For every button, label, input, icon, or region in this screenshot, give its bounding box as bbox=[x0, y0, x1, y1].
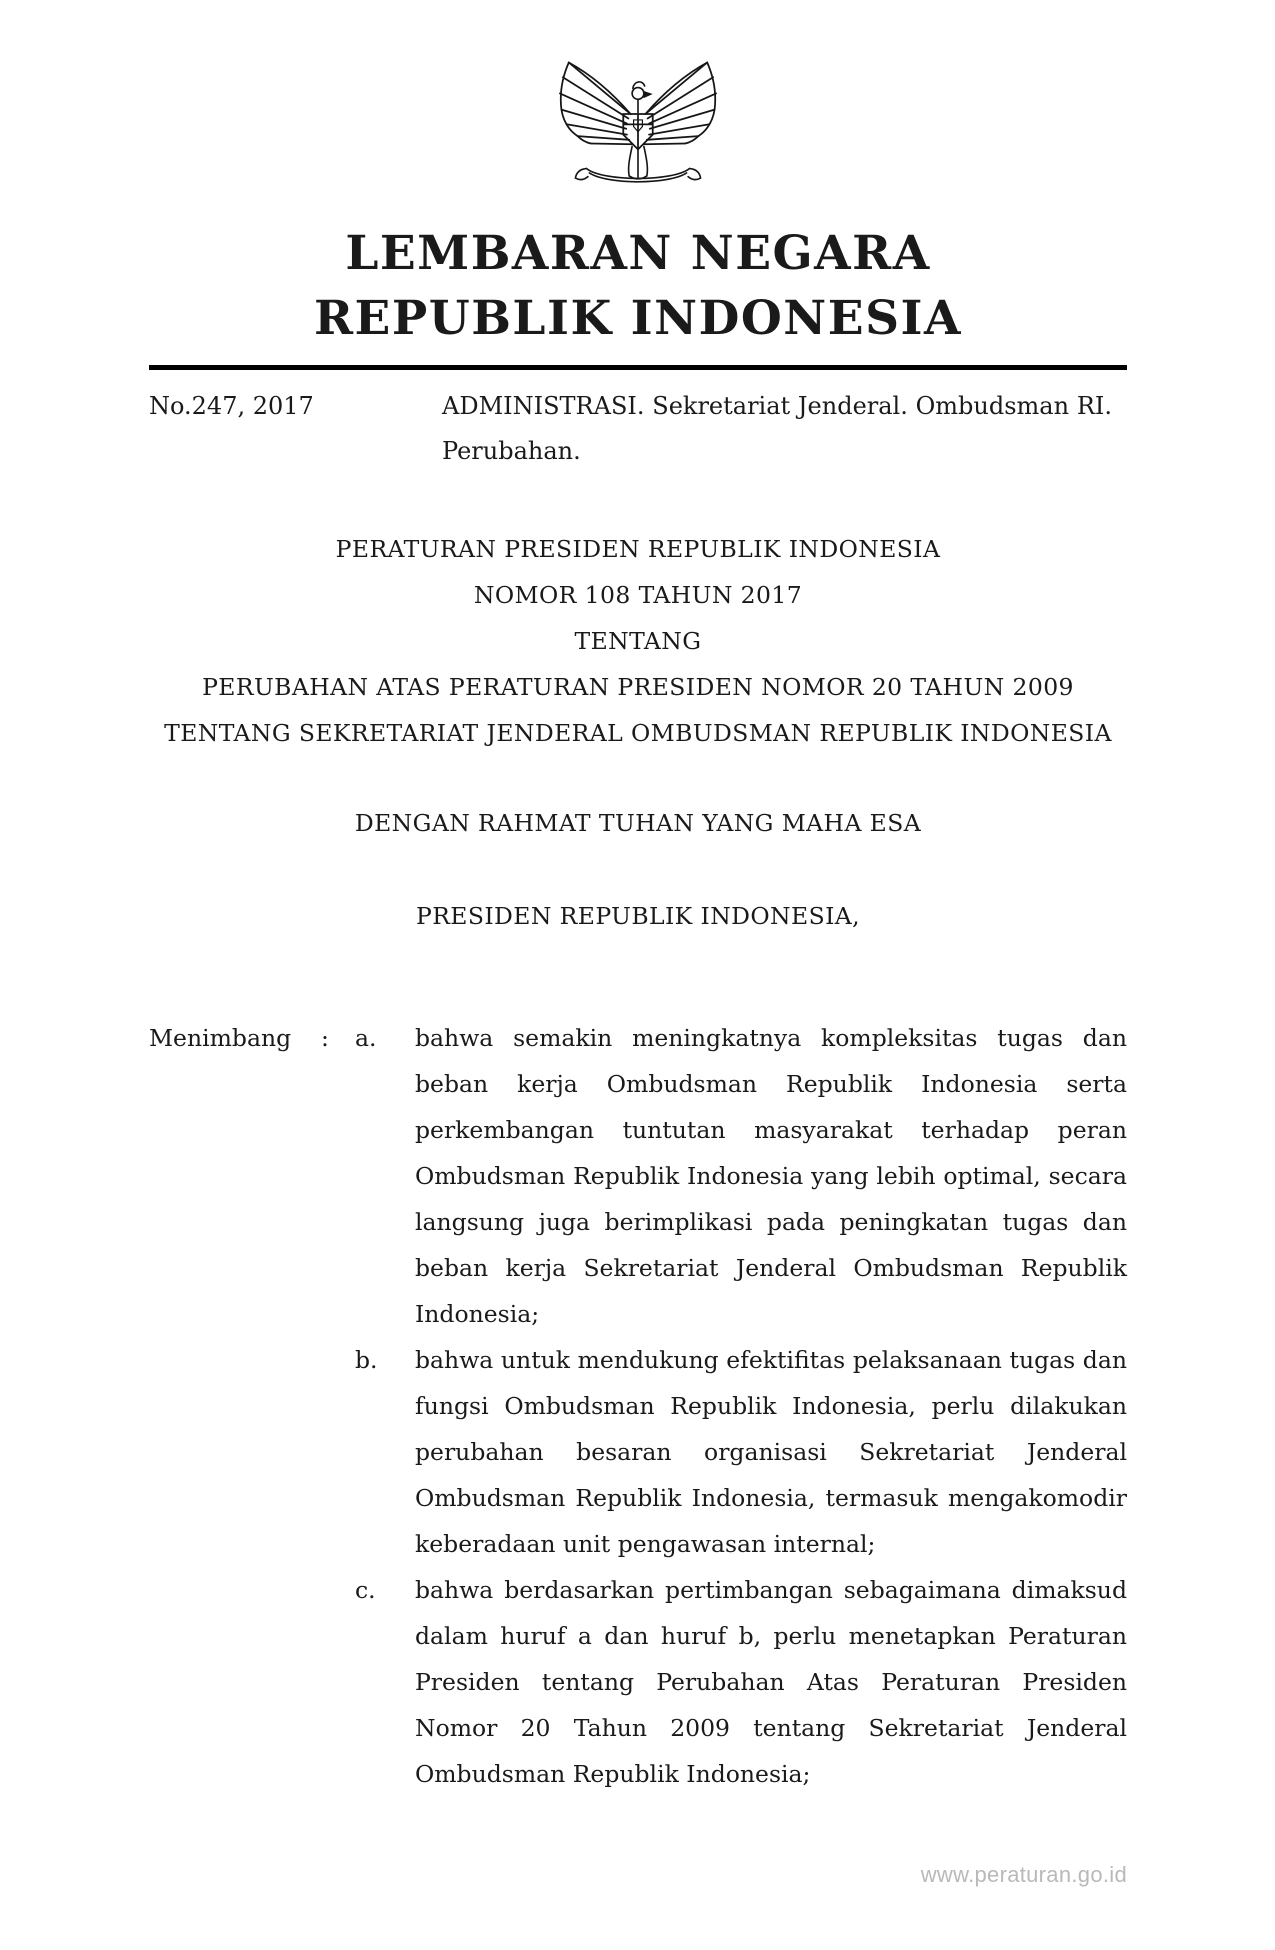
issue-row bbox=[149, 384, 1127, 474]
issue-subject: ADMINISTRASI. Sekretariat Jenderal. Ombudsman RI. Perubahan. bbox=[442, 392, 1112, 465]
considerations-label-spacer bbox=[149, 1567, 321, 1797]
considerations-label: Menimbang bbox=[149, 1024, 292, 1052]
emblem-container bbox=[0, 0, 1275, 211]
considerations-separator-spacer bbox=[321, 1337, 355, 1567]
regulation-title-line: TENTANG bbox=[574, 627, 702, 655]
consideration-text: bahwa berdasarkan pertimbangan sebagaimana dimaksud dalam huruf a dan huruf b, perlu menetapkan Peraturan Presiden tentang Perubahan Atas Peraturan Presiden Nomor 20 Tahun 2009 tentang Sekretariat Jenderal Ombudsman Republik Indonesia; bbox=[415, 1576, 1127, 1788]
consideration-letter: a. bbox=[355, 1024, 377, 1052]
consideration-text: bahwa semakin meningkatnya kompleksitas tugas dan beban kerja Ombudsman Republik Indonesia serta perkembangan tuntutan masyarakat terhadap peran Ombudsman Republik Indonesia yang lebih optimal, secara langsung juga berimplikasi pada peningkatan tugas dan beban kerja Sekretariat Jenderal Ombudsman Republik Indonesia; bbox=[415, 1024, 1127, 1328]
masthead-line-2: REPUBLIK INDONESIA bbox=[313, 291, 962, 346]
masthead-line-1: LEMBARAN NEGARA bbox=[345, 226, 931, 281]
authority-line: PRESIDEN REPUBLIK INDONESIA, bbox=[416, 902, 860, 930]
considerations-separator: : bbox=[321, 1024, 329, 1052]
regulation-title-block bbox=[149, 526, 1127, 756]
invocation-line: DENGAN RAHMAT TUHAN YANG MAHA ESA bbox=[354, 809, 922, 837]
regulation-title-line: PERATURAN PRESIDEN REPUBLIK INDONESIA bbox=[335, 535, 941, 563]
issue-number: No.247, 2017 bbox=[149, 392, 314, 420]
gazette-masthead bbox=[149, 221, 1127, 351]
consideration-letter: b. bbox=[355, 1346, 378, 1374]
garuda-pancasila-emblem bbox=[557, 52, 719, 207]
consideration-item bbox=[149, 1567, 1127, 1797]
page-content bbox=[0, 221, 1275, 1797]
considerations-section bbox=[149, 1015, 1127, 1797]
consideration-item bbox=[149, 1015, 1127, 1337]
consideration-item bbox=[149, 1337, 1127, 1567]
consideration-text: bahwa untuk mendukung efektifitas pelaksanaan tugas dan fungsi Ombudsman Republik Indonesia, perlu dilakukan perubahan besaran organisasi Sekretariat Jenderal Ombudsman Republik Indonesia, termasuk mengakomodir keberadaan unit pengawasan internal; bbox=[415, 1346, 1127, 1558]
consideration-letter: c. bbox=[355, 1576, 376, 1604]
masthead-rule bbox=[149, 365, 1127, 370]
regulation-title-line: TENTANG SEKRETARIAT JENDERAL OMBUDSMAN REPUBLIK INDONESIA bbox=[164, 719, 1112, 747]
considerations-separator-spacer bbox=[321, 1567, 355, 1797]
considerations-label-spacer bbox=[149, 1337, 321, 1567]
regulation-title-line: PERUBAHAN ATAS PERATURAN PRESIDEN NOMOR 20 TAHUN 2009 bbox=[202, 673, 1074, 701]
regulation-title-line: NOMOR 108 TAHUN 2017 bbox=[473, 581, 803, 609]
watermark-url: www.peraturan.go.id bbox=[920, 1862, 1127, 1887]
